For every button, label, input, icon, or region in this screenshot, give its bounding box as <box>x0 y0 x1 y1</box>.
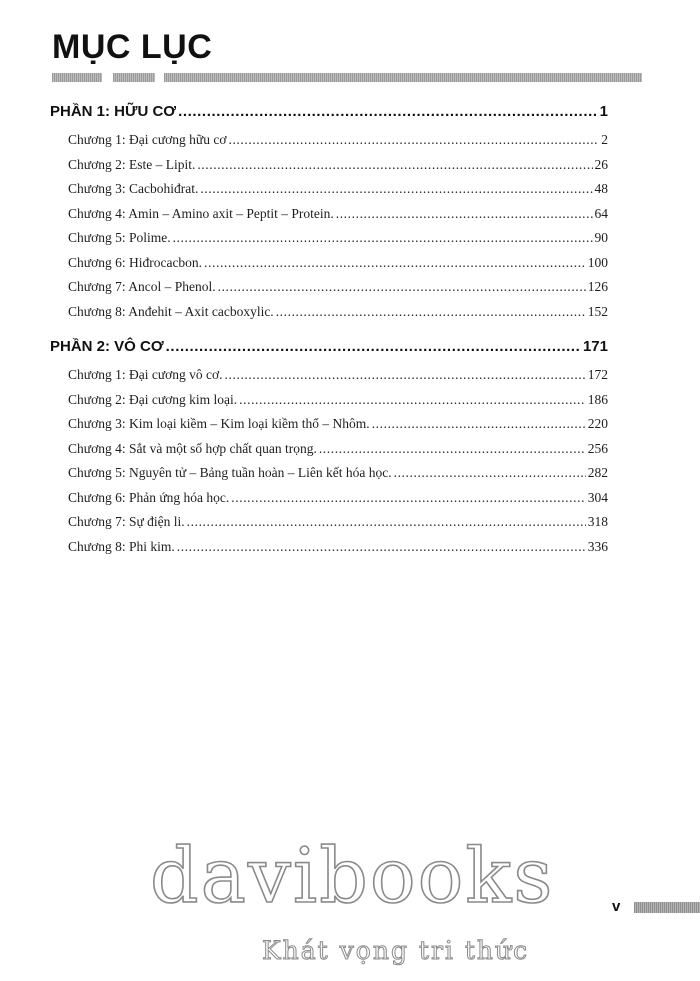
toc-entry-page: 318 <box>587 514 608 529</box>
toc-entry[interactable] <box>50 181 608 206</box>
toc-entry-page: 152 <box>587 303 608 319</box>
watermark-logo: davibooks <box>150 831 555 920</box>
dot-leader <box>177 539 586 555</box>
dot-leader <box>336 206 593 222</box>
dot-leader <box>173 230 593 246</box>
page-number: v <box>612 898 621 915</box>
title-rule-segment <box>52 73 102 82</box>
toc-entry[interactable] <box>50 441 608 466</box>
dot-leader <box>204 255 586 271</box>
toc-entry[interactable] <box>50 416 608 441</box>
title-rule-segment <box>164 73 642 82</box>
toc-entry-label: Chương 5: Nguyên tử – Bảng tuần hoàn – Liên kết hóa học. <box>68 465 392 480</box>
toc-entry[interactable] <box>50 206 608 231</box>
toc-part-page: 1 <box>599 103 608 120</box>
toc-entry-page: 48 <box>594 181 608 196</box>
toc-entry-label: Chương 2: Este – Lipit. <box>68 156 196 172</box>
toc-entry-page: 2 <box>601 132 608 147</box>
toc-entry-page: 282 <box>587 465 608 480</box>
toc-entry-label: Chương 1: Đại cương vô cơ. <box>68 367 223 382</box>
toc-entry[interactable] <box>50 132 608 157</box>
toc-part-label: PHẦN 1: HỮU CƠ <box>50 103 177 120</box>
toc-entry-label: Chương 5: Polime. <box>68 230 171 245</box>
dot-leader <box>178 103 598 120</box>
title-rule-segment <box>113 73 155 82</box>
toc-entry[interactable] <box>50 514 608 539</box>
toc-entry[interactable] <box>50 490 608 515</box>
toc-entry[interactable] <box>50 392 608 417</box>
toc-entry-label: Chương 8: Phi kim. <box>68 538 175 554</box>
toc-entry[interactable] <box>50 255 608 280</box>
dot-leader <box>394 465 586 481</box>
toc-entry-page: 336 <box>587 538 608 554</box>
dot-leader <box>187 514 586 530</box>
toc-entry-page: 186 <box>587 391 608 407</box>
toc-entry[interactable] <box>50 157 608 182</box>
toc-entry-page: 90 <box>594 230 608 245</box>
page-title: MỤC LỤC <box>52 28 213 66</box>
toc-entry-label: Chương 4: Amin – Amino axit – Peptit – Protein. <box>68 205 334 221</box>
toc-entry-page: 126 <box>587 279 608 294</box>
dot-leader <box>200 181 592 197</box>
dot-leader <box>239 392 586 408</box>
dot-leader <box>218 279 586 295</box>
dot-leader <box>166 338 581 355</box>
toc-entry-page: 100 <box>587 254 608 270</box>
toc-entry[interactable] <box>50 304 608 329</box>
table-of-contents <box>50 103 608 563</box>
dot-leader <box>372 416 586 432</box>
dot-leader <box>231 490 585 506</box>
toc-part-2-chapters <box>50 367 608 563</box>
dot-leader <box>228 132 599 148</box>
toc-entry-label: Chương 8: Anđehit – Axit cacboxylic. <box>68 303 274 319</box>
dot-leader <box>225 367 586 383</box>
toc-part-page: 171 <box>582 338 608 355</box>
toc-entry[interactable] <box>50 539 608 564</box>
toc-entry-page: 304 <box>587 489 608 505</box>
dot-leader <box>276 304 586 320</box>
toc-entry-label: Chương 2: Đại cương kim loại. <box>68 391 238 407</box>
toc-entry-page: 220 <box>587 416 608 431</box>
toc-part-label: PHẦN 2: VÔ CƠ <box>50 338 164 355</box>
toc-entry-label: Chương 3: Cacbohiđrat. <box>68 181 199 196</box>
toc-entry-page: 256 <box>587 440 608 456</box>
toc-entry-page: 26 <box>594 156 608 172</box>
toc-entry-label: Chương 1: Đại cương hữu cơ <box>68 132 227 147</box>
toc-entry[interactable] <box>50 465 608 490</box>
toc-entry[interactable] <box>50 367 608 392</box>
dot-leader <box>319 441 586 457</box>
toc-part-1-chapters <box>50 132 608 328</box>
toc-part-1[interactable] <box>50 103 608 129</box>
toc-entry-label: Chương 3: Kim loại kiềm – Kim loại kiềm thổ – Nhôm. <box>68 416 370 431</box>
dot-leader <box>197 157 592 173</box>
toc-entry-label: Chương 7: Sự điện li. <box>68 514 185 529</box>
toc-entry-page: 172 <box>587 367 608 382</box>
page-number-bar <box>634 902 700 913</box>
toc-entry-label: Chương 6: Hiđrocacbon. <box>68 254 203 270</box>
toc-entry-page: 64 <box>594 205 608 221</box>
toc-part-2[interactable] <box>50 338 608 364</box>
toc-entry[interactable] <box>50 230 608 255</box>
toc-entry-label: Chương 4: Sắt và một số hợp chất quan trọng. <box>68 440 317 456</box>
toc-entry-label: Chương 7: Ancol – Phenol. <box>68 279 216 294</box>
watermark-tagline: Khát vọng tri thức <box>262 936 530 965</box>
toc-entry[interactable] <box>50 279 608 304</box>
toc-entry-label: Chương 6: Phản ứng hóa học. <box>68 489 230 505</box>
